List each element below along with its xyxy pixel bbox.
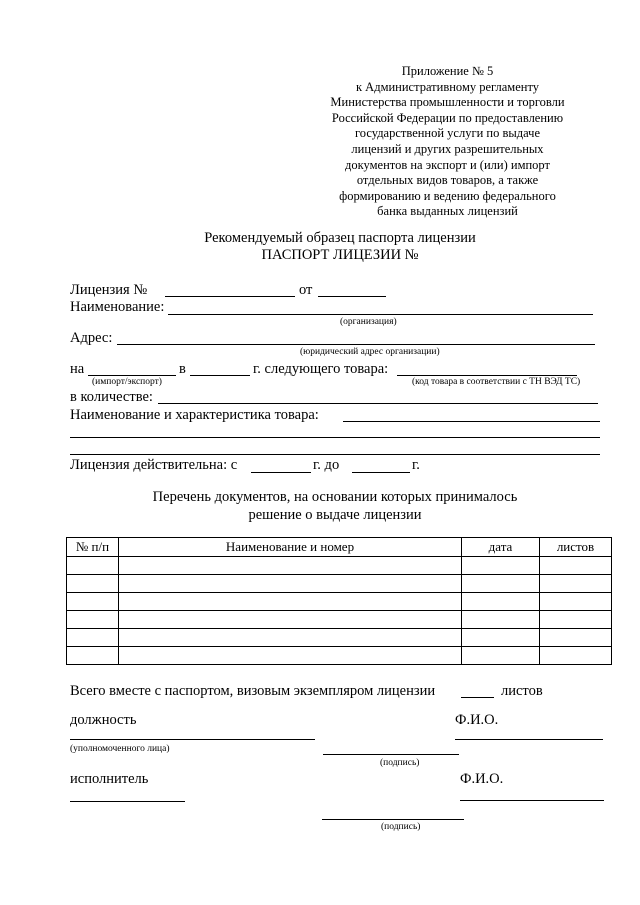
year-suffix-label: г. <box>412 457 420 473</box>
table-row[interactable] <box>67 593 612 611</box>
executor-signature-field[interactable] <box>322 819 464 820</box>
signature-hint: (подпись) <box>380 758 420 768</box>
appendix-line: банка выданных лицензий <box>377 204 518 219</box>
appendix-line: лицензий и других разрешительных <box>351 141 544 156</box>
valid-to-field[interactable] <box>352 472 410 473</box>
table-cell[interactable] <box>462 575 540 593</box>
documents-heading-line2: решение о выдаче лицензии <box>248 507 422 523</box>
goods-description-line[interactable] <box>70 437 600 438</box>
table-cell[interactable] <box>67 611 119 629</box>
authorized-person-hint: (уполномоченного лица) <box>70 744 170 754</box>
total-sheets-suffix: листов <box>501 683 543 699</box>
table-cell[interactable] <box>540 575 612 593</box>
appendix-line: документов на экспорт и (или) импорт <box>345 157 550 172</box>
table-cell[interactable] <box>119 629 462 647</box>
address-label: Адрес: <box>70 330 113 346</box>
table-cell[interactable] <box>462 647 540 665</box>
table-cell[interactable] <box>540 629 612 647</box>
position-label: должность <box>70 712 137 728</box>
table-cell[interactable] <box>67 629 119 647</box>
appendix-line: Министерства промышленности и торговли <box>330 95 565 110</box>
executor-fio-field[interactable] <box>460 800 604 801</box>
from-label: от <box>299 282 313 298</box>
appendix-line: Российской Федерации по предоставлению <box>331 110 564 125</box>
goods-description-field[interactable] <box>343 421 600 422</box>
signature-field[interactable] <box>323 754 459 755</box>
table-cell[interactable] <box>119 557 462 575</box>
executor-signature-hint: (подпись) <box>381 822 421 832</box>
table-cell[interactable] <box>462 611 540 629</box>
next-goods-label: г. следующего товара: <box>253 361 389 377</box>
import-export-field[interactable] <box>88 375 176 376</box>
table-cell[interactable] <box>462 557 540 575</box>
table-cell[interactable] <box>67 557 119 575</box>
table-row[interactable] <box>67 647 612 665</box>
quantity-label: в количестве: <box>70 389 153 405</box>
table-cell[interactable] <box>462 629 540 647</box>
license-date-field[interactable] <box>318 296 386 297</box>
address-hint: (юридический адрес организации) <box>300 347 440 357</box>
on-label: на <box>70 361 85 377</box>
table-row[interactable] <box>67 629 612 647</box>
table-cell[interactable] <box>67 647 119 665</box>
documents-heading-line1: Перечень документов, на основании которых принималось <box>152 489 518 505</box>
license-number-field[interactable] <box>165 296 295 297</box>
valid-from-field[interactable] <box>251 472 311 473</box>
table-cell[interactable] <box>540 557 612 575</box>
license-number-label: Лицензия № <box>70 282 148 298</box>
table-cell[interactable] <box>67 593 119 611</box>
organization-hint: (организация) <box>340 317 397 327</box>
table-cell[interactable] <box>119 647 462 665</box>
recommended-title: Рекомендуемый образец паспорта лицензии <box>204 230 476 246</box>
total-sheets-label: Всего вместе с паспортом, визовым экземпляром лицензии <box>70 683 436 699</box>
goods-description-label: Наименование и характеристика товара: <box>70 407 319 423</box>
year-to-label: г. до <box>313 457 340 473</box>
column-header-name: Наименование и номер <box>119 538 462 557</box>
documents-table <box>66 537 612 665</box>
table-row[interactable] <box>67 611 612 629</box>
executor-field[interactable] <box>70 801 185 802</box>
in-label: в <box>179 361 186 377</box>
goods-code-field[interactable] <box>397 375 577 376</box>
organization-name-label: Наименование: <box>70 299 165 315</box>
validity-label: Лицензия действительна: с <box>70 457 238 473</box>
appendix-line: Приложение № 5 <box>401 64 494 78</box>
import-export-hint: (импорт/экспорт) <box>92 377 162 387</box>
appendix-line: формированию и ведению федерального <box>339 188 556 203</box>
organization-name-field[interactable] <box>168 314 593 315</box>
table-cell[interactable] <box>119 593 462 611</box>
total-sheets-field[interactable] <box>461 697 494 698</box>
table-cell[interactable] <box>540 593 612 611</box>
address-field[interactable] <box>117 344 595 345</box>
goods-description-line[interactable] <box>70 454 600 455</box>
appendix-block <box>300 64 595 220</box>
appendix-line: к Административному регламенту <box>355 79 539 94</box>
appendix-line: отдельных видов товаров, а также <box>356 173 539 188</box>
table-cell[interactable] <box>540 647 612 665</box>
fio-label: Ф.И.О. <box>455 712 499 728</box>
quantity-field[interactable] <box>158 403 598 404</box>
table-cell[interactable] <box>540 611 612 629</box>
table-cell[interactable] <box>462 593 540 611</box>
passport-title: ПАСПОРТ ЛИЦЕЗИИ № <box>261 247 419 263</box>
column-header-sheets: листов <box>540 538 612 557</box>
table-cell[interactable] <box>119 611 462 629</box>
table-header-row <box>67 538 612 557</box>
executor-fio-label: Ф.И.О. <box>460 771 504 787</box>
column-header-date: дата <box>462 538 540 557</box>
appendix-line: государственной услуги по выдаче <box>354 126 541 141</box>
position-field[interactable] <box>70 739 315 740</box>
year-field[interactable] <box>190 375 250 376</box>
table-cell[interactable] <box>67 575 119 593</box>
table-cell[interactable] <box>119 575 462 593</box>
column-header-number: № п/п <box>67 538 119 557</box>
goods-code-hint: (код товара в соответствии с ТН ВЭД ТС) <box>412 377 581 387</box>
table-row[interactable] <box>67 557 612 575</box>
table-row[interactable] <box>67 575 612 593</box>
fio-field[interactable] <box>455 739 603 740</box>
executor-label: исполнитель <box>70 771 149 787</box>
